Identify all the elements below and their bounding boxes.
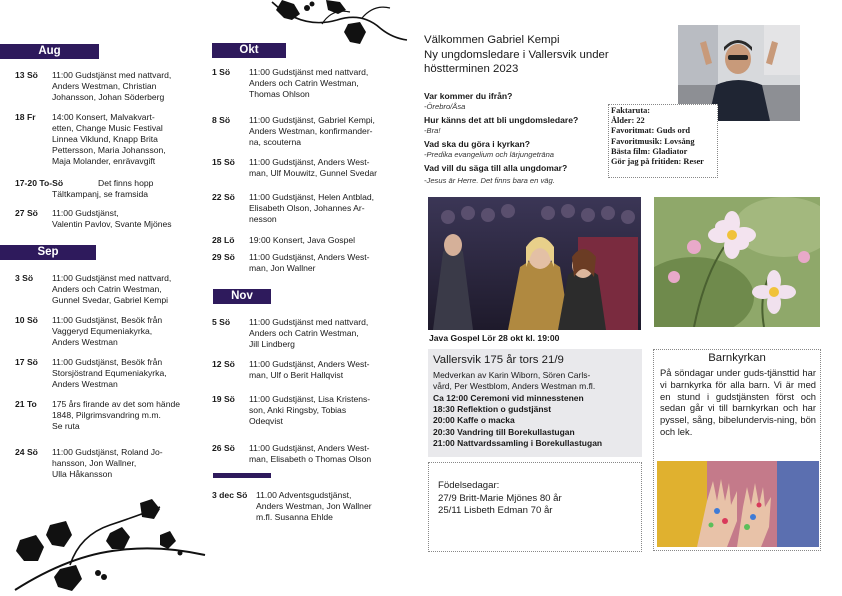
event-line: Johansson, Johan Söderberg (52, 92, 165, 102)
facts-line: Faktaruta: (611, 106, 651, 115)
gospel-concert-caption: Java Gospel Lör 28 okt kl. 19:00 (429, 333, 560, 343)
event-line: hansson, Jon Wallner, (52, 458, 137, 468)
event-description (249, 192, 374, 225)
birthdays-title: Födelsedagar: (438, 480, 500, 491)
barnkyrka-box (653, 349, 821, 551)
event-date: 18 Fr (15, 112, 36, 122)
vallersvik-schedule-line: 21:00 Nattvardssamling i Borekullastugan (433, 437, 603, 448)
event-line: Anders Westman, Jon Wallner (256, 501, 372, 511)
event-date: 26 Sö (212, 443, 235, 453)
event-line: Tältkampanj, se framsida (52, 189, 148, 199)
gospel-choir-photo (428, 197, 641, 330)
event-date: 22 Sö (212, 192, 235, 202)
facts-line: Bästa film: Gladiator (611, 146, 688, 156)
event-line: nesson (249, 214, 277, 224)
month-header-sep: Sep (0, 245, 96, 260)
event-line: 11:00 Gudstjänst med nattvard, (52, 70, 172, 80)
event-date: 17-20 To-Sö (15, 178, 64, 188)
event-description (52, 178, 154, 200)
event-line: 175 års firande av det som hände (52, 399, 181, 409)
event-date: 29 Sö (212, 252, 235, 262)
event-line: 11:00 Gudstjänst, (52, 208, 119, 218)
event-line: son, Anki Ringsby, Tobias (249, 405, 347, 415)
event-line: na, scouterna (249, 137, 302, 147)
event-line: 11:00 Gudstjänst med nattvard, (249, 317, 369, 327)
event-description (249, 394, 370, 427)
interview-answer: -Jesus är Herre. Det finns bara en väg. (424, 176, 555, 185)
interview-question: Vad ska du göra i kyrkan? (424, 139, 531, 149)
event-line: Storsjöstrand Equmeniakyrka, (52, 368, 167, 378)
interview-answer: -Bra! (424, 126, 441, 135)
birthday-entry: 27/9 Britt-Marie Mjönes 80 år (438, 492, 562, 504)
event-line: 11:00 Gudstjänst, Lisa Kristens- (249, 394, 371, 404)
event-line: Linnea Viklund, Knapp Brita (52, 134, 158, 144)
event-date: 3 dec Sö (212, 490, 248, 500)
event-line: m.fl. Susanna Ehlde (256, 512, 333, 522)
event-date: 8 Sö (212, 115, 231, 125)
event-description (52, 447, 163, 480)
december-divider (213, 473, 271, 478)
event-line: Thomas Ohlson (249, 89, 310, 99)
event-line: 11:00 Gudstjänst, Anders West- (249, 157, 370, 167)
event-line: Gunnel Svedar, Gabriel Kempi (52, 295, 169, 305)
event-description (249, 115, 375, 148)
event-line: Anders Westman, konfirmander- (249, 126, 373, 136)
event-line: 19:00 Konsert, Java Gospel (249, 235, 356, 245)
event-line: Jill Lindberg (249, 339, 295, 349)
facts-box (608, 104, 718, 178)
event-line: Valentin Pavlov, Svante Mjönes (52, 219, 172, 229)
event-line: Elisabeth Olson, Johannes Ar- (249, 203, 365, 213)
event-line: 14:00 Konsert, Malvakvart- (52, 112, 155, 122)
event-description (52, 399, 180, 432)
event-line: Anders och Catrin Westman, (249, 328, 359, 338)
event-line: 11:00 Gudstjänst, Gabriel Kempi, (249, 115, 375, 125)
event-line: etten, Change Music Festival (52, 123, 163, 133)
event-line: man, Ulf o Berit Hallqvist (249, 370, 344, 380)
welcome-title-line: Välkommen Gabriel Kempi (424, 34, 560, 46)
event-line: 11:00 Gudstjänst, Anders West- (249, 443, 370, 453)
event-line: Odeqvist (249, 416, 283, 426)
event-line: Ulla Håkansson (52, 469, 113, 479)
vallersvik-schedule-line: Ca 12:00 Ceremoni vid minnesstenen (433, 392, 584, 403)
event-description (52, 315, 162, 348)
event-description (52, 208, 172, 230)
event-date: 28 Lö (212, 235, 235, 245)
vallersvik-schedule-line: vård, Per Westblom, Anders Westman m.fl. (433, 381, 596, 392)
event-line: 11:00 Gudstjänst med nattvard, (52, 273, 172, 283)
event-description (249, 443, 371, 465)
event-description (256, 490, 372, 523)
event-date: 5 Sö (212, 317, 231, 327)
event-description (249, 157, 377, 179)
event-line: 11:00 Gudstjänst, Roland Jo- (52, 447, 163, 457)
event-description (52, 70, 171, 103)
month-header-aug: Aug (0, 44, 99, 59)
event-line: 11:00 Gudstjänst, Helen Antblad, (249, 192, 375, 202)
event-line: Maja Molander, enrävavgift (52, 156, 156, 166)
month-header-okt: Okt (212, 43, 286, 58)
event-line: Anders Westman (52, 337, 118, 347)
event-line: Anders Westman, Christian (52, 81, 157, 91)
vallersvik-175-title: Vallersvik 175 år tors 21/9 (433, 354, 564, 366)
barnkyrka-title: Barnkyrkan (708, 352, 766, 364)
event-line: man, Jon Wallner (249, 263, 316, 273)
event-date: 24 Sö (15, 447, 38, 457)
facts-line: Gör jag på fritiden: Reser (611, 157, 704, 167)
event-line: Anders Westman (52, 379, 118, 389)
event-line: 11:00 Gudstjänst, Besök från (52, 315, 163, 325)
event-date: 19 Sö (212, 394, 235, 404)
event-description (249, 235, 355, 246)
event-line: man, Ulf Mouwitz, Gunnel Svedar (249, 168, 378, 178)
event-date: 15 Sö (212, 157, 235, 167)
barnkyrka-text: På söndagar under guds-tjänsttid har vi barnkyrka för alla barn. Vi är med en stund i gudstjänsten först och sedan går vi till barnkyrkan och har pyssel, sång, bibelundervis-ning, bön och lek. (660, 367, 816, 437)
event-line: 11:00 Gudstjänst, Besök från (52, 357, 163, 367)
interview-question: Var kommer du ifrån? (424, 91, 513, 101)
event-date: 12 Sö (212, 359, 235, 369)
birthdays-box (428, 462, 642, 552)
children-hands-photo (657, 461, 819, 547)
event-date: 3 Sö (15, 273, 34, 283)
event-date: 1 Sö (212, 67, 231, 77)
month-header-nov: Nov (213, 289, 271, 304)
grapevine-bottom-illustration (10, 495, 210, 596)
event-line: 11:00 Gudstjänst, Anders West- (249, 252, 370, 262)
event-description (52, 357, 167, 390)
event-description (249, 252, 370, 274)
event-description (249, 67, 368, 100)
event-description (249, 317, 368, 350)
vallersvik-schedule-line: Medverkan av Karin Wiborn, Sören Carls- (433, 370, 591, 380)
event-line: 11:00 Gudstjänst med nattvard, (249, 67, 369, 77)
event-line: Pettersson, Maria Johansson, (52, 145, 166, 155)
vallersvik-schedule-line: 18:30 Reflektion o gudstjänst (433, 403, 552, 414)
event-line: Anders och Catrin Westman, (249, 78, 359, 88)
interview-question: Vad vill du säga till alla ungdomar? (424, 163, 568, 173)
event-description (52, 273, 171, 306)
flowers-photo (654, 197, 820, 327)
facts-line: Favoritmusik: Lovsång (611, 136, 695, 146)
interview-answer: -Örebro/Åsa (424, 102, 466, 111)
welcome-title (424, 33, 674, 77)
welcome-title-line: Ny ungdomsledare i Vallersvik under (424, 48, 609, 61)
event-line: man, Elisabeth o Thomas Olson (249, 454, 372, 464)
birthday-entry: 25/11 Lisbeth Edman 70 år (438, 505, 553, 516)
event-line: 11:00 Gudstjänst, Anders West- (249, 359, 370, 369)
interview-answer: -Predika evangelium och lärjungeträna (424, 150, 555, 159)
event-line: 11.00 Adventsgudstjänst, (256, 490, 352, 500)
grapevine-top-illustration (262, 0, 412, 48)
event-date: 27 Sö (15, 208, 38, 218)
event-line: Anders och Catrin Westman, (52, 284, 162, 294)
event-date: 21 To (15, 399, 37, 409)
interview-question: Hur känns det att bli ungdomsledare? (424, 115, 579, 125)
vallersvik-schedule-line: 20:30 Vandring till Borekullastugan (433, 426, 575, 437)
facts-line: Ålder: 22 (611, 116, 645, 126)
event-description (52, 112, 166, 167)
facts-line: Favoritmat: Guds ord (611, 126, 691, 136)
event-line: Vaggeryd Equmeniakyrka, (52, 326, 153, 336)
vallersvik-schedule-line: 20:00 Kaffe o macka (433, 415, 515, 426)
event-description (249, 359, 370, 381)
event-date: 17 Sö (15, 357, 38, 367)
event-date: 10 Sö (15, 315, 38, 325)
event-line: 1848, Pilgrimsvandring m.m. (52, 410, 161, 420)
event-date: 13 Sö (15, 70, 38, 80)
vallersvik-175-box (428, 349, 642, 457)
welcome-title-line: höstterminen 2023 (424, 63, 519, 75)
event-line: Se ruta (52, 421, 80, 431)
event-line: Det finns hopp (98, 178, 154, 188)
